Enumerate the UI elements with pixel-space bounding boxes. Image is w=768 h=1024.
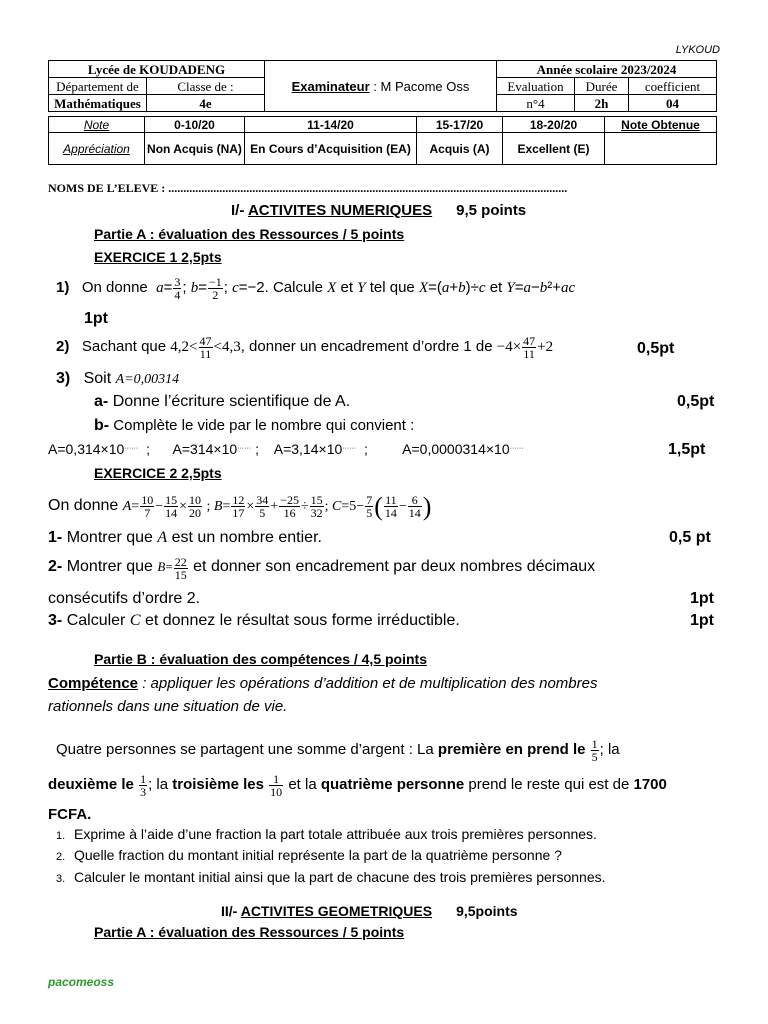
level-3: Excellent (E) bbox=[503, 133, 605, 165]
ex2-q2-points: 1pt bbox=[690, 590, 714, 607]
competence-line1: Compétence : appliquer les opérations d’addition et de multiplication des nombres bbox=[48, 675, 598, 692]
level-0: Non Acquis (NA) bbox=[145, 133, 245, 165]
ex2-q2: 2- Montrer que B= $\frac{22}{15}$ et donner son encadrement par deux nombres décimaux bbox=[48, 554, 596, 582]
level-1: En Cours d’Acquisition (EA) bbox=[245, 133, 417, 165]
appreciation-label: Appréciation bbox=[49, 133, 145, 165]
ex1-qa: a- Donne l’écriture scientifique de A. bbox=[94, 393, 351, 410]
eval-value: n°4 bbox=[497, 95, 575, 112]
footer-author: pacomeoss bbox=[48, 975, 115, 989]
ex1-q2: 2) Sachant que 4,2< $\frac{47}{11}$ <4,3, donner un encadrement d’ordre 1 de −4× $\frac{47}{11}$ +2 bbox=[56, 334, 554, 362]
school-year: Année scolaire 2023/2024 bbox=[497, 61, 717, 78]
section1-title: I/- ACTIVITES NUMERIQUES 9,5 points bbox=[231, 202, 527, 219]
partA-title: Partie A : évaluation des Ressources / 5 points bbox=[94, 226, 405, 242]
section2-title: II/- ACTIVITES GEOMETRIQUES 9,5points bbox=[221, 903, 518, 919]
note-label: Note bbox=[49, 117, 145, 133]
question-3: 3. Calculer le montant initial ainsi que la part de chacune des trois premières personnes. bbox=[56, 869, 606, 885]
ex1-q1-points: 1pt bbox=[84, 310, 108, 327]
ex1-qa-points: 0,5pt bbox=[677, 393, 715, 410]
story-line3: FCFA. bbox=[48, 806, 92, 823]
coef-value: 04 bbox=[629, 95, 717, 112]
school-name: Lycée de KOUDADENG bbox=[49, 61, 265, 78]
note-obtained-cell[interactable] bbox=[605, 133, 717, 165]
coef-label: coefficient bbox=[629, 78, 717, 95]
ex2-formulas: On donne A= $\frac{10}{7}$ − $\frac{15}{14}$ × $\frac{10}{20}$ ; B= $\frac{12}{17}$ × $\frac{34}{5}$ + $\frac{-25}{16}$ ÷ $\frac{15}{32}$ ; C=5− $\frac{7}{5}$ ( $\frac{11}{14}$ − $\frac{6}{14}$ ) bbox=[48, 491, 432, 521]
dept-label: Département de bbox=[49, 78, 147, 95]
range-3: 18-20/20 bbox=[503, 117, 605, 133]
partB-title: Partie B : évaluation des compétences / 4,5 points bbox=[94, 651, 427, 667]
grading-table bbox=[48, 116, 717, 165]
header-table bbox=[48, 60, 717, 112]
duration-label: Durée bbox=[575, 78, 629, 95]
ex1-q1: 1) On donne a= $\frac{3}{4}$ ; b= $\frac{-1}{2}$ ; c=−2. Calcule X et Y tel que X=(a+b)÷c et Y=a−b²+ac bbox=[56, 274, 576, 302]
ex2-q1: 1- Montrer que A est un nombre entier. bbox=[48, 529, 322, 546]
duration-value: 2h bbox=[575, 95, 629, 112]
ex2-title: EXERCICE 2 2,5pts bbox=[94, 465, 222, 481]
partA2-title: Partie A : évaluation des Ressources / 5 points bbox=[94, 924, 405, 940]
ex1-q3: 3) Soit A=0,00314 bbox=[56, 370, 180, 387]
level-2: Acquis (A) bbox=[417, 133, 503, 165]
ex1-qb: b- Complète le vide par le nombre qui convient : bbox=[94, 417, 415, 434]
story-line2: deuxième le $\frac{1}{3}$ ; la troisième les $\frac{1}{10}$ et la quatrième personne prend le reste qui est de 1700 bbox=[48, 771, 667, 799]
ex1-title: EXERCICE 1 2,5pts bbox=[94, 249, 222, 265]
question-1: 1. Exprime à l’aide d’une fraction la part totale attribuée aux trois premières personnes. bbox=[56, 826, 597, 842]
question-2: 2. Quelle fraction du montant initial représente la part de la quatrième personne ? bbox=[56, 847, 562, 863]
top-right-tag: LYKOUD bbox=[675, 44, 720, 56]
range-1: 11-14/20 bbox=[245, 117, 417, 133]
ex2-q3: 3- Calculer C et donnez le résultat sous forme irréductible. bbox=[48, 612, 460, 629]
competence-line2: rationnels dans une situation de vie. bbox=[48, 698, 288, 715]
ex1-q2-points: 0,5pt bbox=[637, 340, 675, 357]
class-label: Classe de : bbox=[147, 78, 265, 95]
range-2: 15-17/20 bbox=[417, 117, 503, 133]
dept-value: Mathématiques bbox=[49, 95, 147, 112]
class-value: 4e bbox=[147, 95, 265, 112]
ex2-q2-line2: consécutifs d’ordre 2. bbox=[48, 590, 201, 607]
ex2-q1-points: 0,5 pt bbox=[669, 529, 711, 546]
examiner: Examinateur : M Pacome Oss bbox=[265, 61, 497, 112]
student-name-line[interactable]: NOMS DE L’ELEVE : ..................................................................................................................................... bbox=[48, 181, 568, 195]
eval-label: Evaluation bbox=[497, 78, 575, 95]
ex1-qb-points: 1,5pt bbox=[668, 441, 706, 458]
ex2-q3-points: 1pt bbox=[690, 612, 714, 629]
note-obtained-label: Note Obtenue bbox=[605, 117, 717, 133]
range-0: 0-10/20 bbox=[145, 117, 245, 133]
story-line1: Quatre personnes se partagent une somme d’argent : La première en prend le $\frac{1}{5}$ ; la bbox=[56, 736, 620, 764]
ex1-fill-line: A=0,314×10…… ; A=314×10…… ; A=3,14×10…… ; A=0,0000314×10…… bbox=[48, 441, 524, 457]
